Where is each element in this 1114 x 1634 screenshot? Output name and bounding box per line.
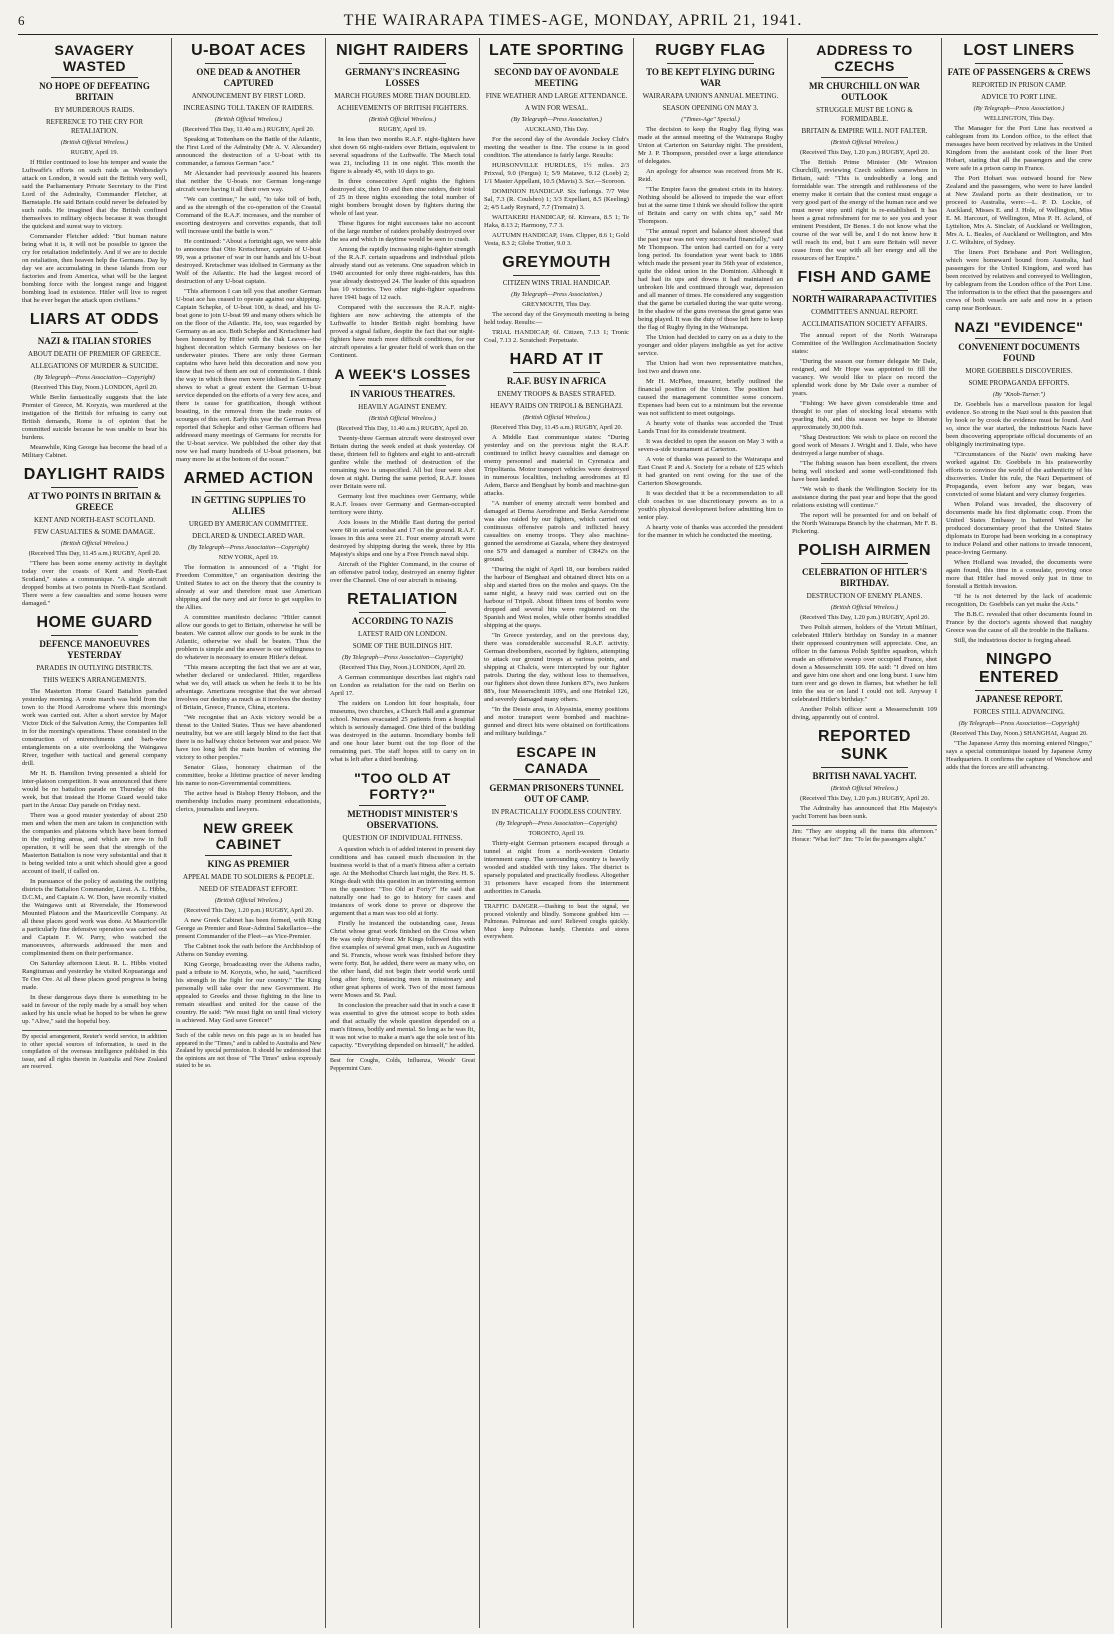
article-subhead: CITIZEN WINS TRIAL HANDICAP. bbox=[502, 279, 611, 287]
article-subhead: ABOUT DEATH OF PREMIER OF GREECE. bbox=[28, 350, 161, 358]
article-paragraph: In these dangerous days there is something to be said in favour of the reply made by a small boy when asked by his uncle what he hoped to be when he grew up. "Alive," said the hopeful boy. bbox=[22, 994, 167, 1025]
article-paragraph: Still, the industrious doctor is forging ahead. bbox=[954, 637, 1072, 644]
article-subhead: SOME PROPAGANDA EFFORTS. bbox=[968, 379, 1070, 387]
article-subhead: THIS WEEK'S ARRANGEMENTS. bbox=[42, 676, 147, 684]
article-dateline: (Received This Day, Noon.) SHANGHAI, August 20. bbox=[950, 730, 1088, 737]
article-subhead: MORE GOEBBELS DISCOVERIES. bbox=[965, 367, 1073, 375]
article-headline: U-BOAT ACES bbox=[191, 42, 306, 59]
article-paragraph: TRIAL HANDICAP, 6f. Citizen, 7.13 1; Tronic Coal, 7.13 2. Scratched: Perpetuate. bbox=[484, 329, 629, 344]
newspaper-title: THE WAIRARAPA TIMES-AGE, MONDAY, APRIL 21, 1941. bbox=[343, 12, 803, 29]
headline-rule bbox=[513, 372, 600, 373]
article-deck: DEFENCE MANOEUVRES YESTERDAY bbox=[39, 639, 150, 660]
article-credit: (British Official Wireless.) bbox=[830, 139, 899, 146]
article-subhead: SOME OF THE BUILDINGS HIT. bbox=[352, 642, 453, 650]
headline-rule bbox=[821, 563, 908, 564]
article-paragraph: Compared with the successes the R.A.F. night-fighters are now achieving the attempts of the Luftwaffe to hinder British night bombing have proved a signal failure, despite the fact that our night-fighters have much more difficult conditions, for our aircraft operates a far greater field of work than on the Continent. bbox=[330, 304, 475, 359]
article-paragraph: The Union had decided to carry on as a duty to the younger and older players ineligible as yet for active service. bbox=[638, 334, 783, 357]
article bbox=[484, 42, 629, 248]
article-paragraph: The raiders on London hit four hospitals, four museums, two churches, a Church Hall and a grammar school. Nurses evacuated 25 patients from a hospital which is seriously damaged. One third of the building was destroyed in the autumn. Incendiary bombs fell and one hour later burnt out the top floor of the remaining part. The staff hopes still to carry on in what is left after a third bombing. bbox=[330, 700, 475, 763]
article-paragraph: "This means accepting the fact that we are at war, whether declared or undeclared. Hitler, regardless what we do, will attack us when he feels it to be his advantage. Americans recognise that the war abroad involves our destiny as much as it involves the destiny of Britain, Greece, France, China, etcetera. bbox=[176, 664, 321, 711]
headline-rule bbox=[51, 635, 138, 636]
column-4 bbox=[480, 38, 634, 1628]
headline-rule bbox=[821, 767, 908, 768]
article-paragraph: The annual report of the North Wairarapa Committee of the Wellington Acclimatisation Society states: bbox=[792, 332, 937, 355]
article-dateline: RUGBY, April 19. bbox=[70, 149, 119, 156]
article-dateline: (Received This Day, 11.40 a.m.) RUGBY, April 20. bbox=[182, 126, 315, 133]
article-deck: IN GETTING SUPPLIES TO ALLIES bbox=[191, 495, 306, 516]
article-credit: (British Official Wireless.) bbox=[60, 139, 129, 146]
column-footnote: TRAFFIC DANGER.—Dashing to beat the signal, we proceed violently and blindly. Someone grabbed him — Pulmonas. Pulmonas and sure! Relieved coughs quickly. Must keep Pulmonas handy. Chemists and stores everywhere. bbox=[484, 900, 629, 942]
article-credit: (By Telegraph—Press Association—Copyright) bbox=[34, 374, 155, 381]
article-paragraph: A Middle East communique states: "During yesterday and on the previous night the R.A.F. continued to inflict heavy casualties and damage on enemy personnel and material in Cyrenaica and Tripolitania. Motor transport vehicles were destroyed in numerous localities, including aerodromes at El Adem, Barce and Benghazi by bomb and machine-gun attacks. bbox=[484, 434, 629, 497]
column-footnote: By special arrangement, Reuter's world service, in addition to other special sources of information, is used in the compilation of the overseas intelligence published in this issue, and all rights therein in Australia and New Zealand are reserved. bbox=[22, 1030, 167, 1072]
article-credit: (By Telegraph—Press Association—Copyright) bbox=[188, 544, 309, 551]
article-subhead: QUESTION OF INDIVIDUAL FITNESS. bbox=[342, 834, 463, 842]
column-footnote: Such of the cable news on this page as is so headed has appeared in the "Times," and is cabled to Australia and New Zealand by special permission. It should be understood that the opinions are not those of "The Times" unless expressly stated to be so. bbox=[176, 1029, 321, 1071]
article bbox=[792, 542, 937, 722]
article-headline: SAVAGERY WASTED bbox=[54, 42, 135, 74]
article-paragraph: The British Prime Minister (Mr Winston Churchill), reviewing Czech soldiers somewhere in Britain, said: "This is undoubtedly a long and formidable war. The strength and ruthlessness of the enemy make it certain that the contest must engage a very good part of the energy of the human race and we must never stop until right is re-established. It has been a great refreshment for me to see you and your eminent President, Dr Benes. I do not know what the course of the war will be, and I do not know how it will reach its end, but I am sure Britain will never cease from the war with all her energy and all the resources of her Empire." bbox=[792, 159, 937, 262]
article-subhead: REFERENCE TO THE CRY FOR RETALIATION. bbox=[46, 118, 143, 135]
article-paragraph: The Union had won two representative matches, lost two and drawn one. bbox=[638, 360, 783, 375]
article-subhead: BRITAIN & EMPIRE WILL NOT FALTER. bbox=[801, 127, 928, 135]
headline-rule bbox=[975, 338, 1063, 339]
article-paragraph: The liners Port Brisbane and Port Wellington, which were homeward bound from Australia, had passengers for the United Kingdom, and word has been received by relatives and conveyed to Wellington, by cablegram from the London office of the Port Line. The information is to the effect that the passengers and crews of both vessels are safe and now in a prison camp near Bordeaux. bbox=[946, 249, 1092, 312]
article-headline: ADDRESS TO CZECHS bbox=[816, 42, 913, 74]
article-paragraph: Aircraft of the Fighter Command, in the course of an offensive patrol today, destroyed an enemy fighter over the Channel. One of our aircraft is missing. bbox=[330, 561, 475, 584]
headline-rule bbox=[821, 77, 908, 78]
article-dateline: (Received This Day, 11.45 a.m.) RUGBY, April 20. bbox=[28, 550, 161, 557]
article-paragraph: "During the season our former delegate Mr Dale, resigned, and Mr Hope was appointed to fill the vacancy. We would like to place on record the splendid work done by Mr Dale over a number of years. bbox=[792, 358, 937, 397]
article-paragraph: "We recognise that an Axis victory would be a threat to the United States. Thus we have abandoned neutrality, but we are still largely blind to the fact that there is no halfway choice between war and peace. We have too long left the main burden of winning the victory to other peoples." bbox=[176, 714, 321, 761]
article-subhead: APPEAL MADE TO SOLDIERS & PEOPLE. bbox=[183, 873, 314, 881]
headline-rule bbox=[975, 690, 1063, 691]
article-paragraph: "Shag Destruction: We wish to place on record the good work of Messrs J. Wright and I. Dale, who have destroyed a large number of shags. bbox=[792, 434, 937, 457]
article-paragraph: In three consecutive April nights the fighters destroyed six, then 10 and then nine raiders, their total of 25 in three nights exceeding the total number of night bombers brought down by fighters during the whole of last year. bbox=[330, 178, 475, 217]
article bbox=[330, 42, 475, 360]
article-subhead: FORCES STILL ADVANCING. bbox=[973, 708, 1065, 716]
article-deck: FATE OF PASSENGERS & CREWS bbox=[947, 67, 1091, 77]
article bbox=[330, 366, 475, 585]
headline-rule bbox=[975, 63, 1063, 64]
article-dateline: (Received This Day, 11.40 a.m.) RUGBY, April 20. bbox=[336, 425, 469, 432]
article-dateline: (Received This Day, 1.20 p.m.) RUGBY, April 20. bbox=[799, 149, 930, 156]
article bbox=[22, 42, 167, 305]
article bbox=[22, 466, 167, 608]
article-paragraph: WAITAKERI HANDICAP, 6f. Kinvara, 8.5 1; Te Haka, 8.13 2; Harmony, 7.7 3. bbox=[484, 214, 629, 229]
article-subhead: BY MURDEROUS RAIDS. bbox=[54, 106, 135, 114]
article-paragraph: HURSONVILLE HURDLES, 1½ miles. 2/3 Prixval, 9.0 (Fergus) 1; 5/9 Matawe, 9.12 (Loeb) 2; 1/1 Master Appellant, 10.5 (Mavis) 3. Scr.—Scoroon. bbox=[484, 162, 629, 185]
article-paragraph: Axis losses in the Middle East during the period were 68 in aerial combat and 17 on the ground. R.A.F. losses in this area were 21. Four enemy aircraft were destroyed by shipping during the week, three by His Majesty's ships and one by a Free French naval ship. bbox=[330, 519, 475, 558]
article-paragraph: Senator Glass, honorary chairman of the committee, broke a lifetime practice of never lending his name to non-Governmental committees. bbox=[176, 764, 321, 787]
article-paragraph: "This afternoon I can tell you that another German U-boat ace has ceased to operate against our shipping. Captain Schepke, of U-boat 100, is dead, and his U-boat gone to join U-boat 99 and many others which lie on the floor of the Atlantic. He, too, was regarded by Germany as an ace. Both Schepke and Kretschmer had been honoured by Hitler with the Oak Leaves—the highest decoration which Germany bestows on her underwater pirates. There are only three German captains who have held this decoration and now you know that two of them are out of commission. I think the way in which these men were idolised in Germany shows to what a great extent the German U-boat service depended on the efforts of a very few aces, and there is cause for gratification, though without boasting, in the removal from the trade routes of scourges of this sort. Early this year the German Press reported that Schepke and other German officers had addressed many meetings of Germans for recruits for the U-boat service. We published the other day that now we had many hundreds of U-boat prisoners, but many more lie at the bottom of the ocean." bbox=[176, 288, 321, 463]
article-subhead: DECLARED & UNDECLARED WAR. bbox=[192, 532, 305, 540]
article-headline: HARD AT IT bbox=[509, 351, 604, 368]
article-paragraph: There was a good muster yesterday of about 250 men and when the men are taken in conjunction with the companies and platoons which have been formed in the outlying areas, and which are now in full operation, it will be seen that the strength of the Masterton Battalion is now very substantial and that it is being welded into a unit which should give a good account of itself, if called on. bbox=[22, 812, 167, 875]
article-deck: ONE DEAD & ANOTHER CAPTURED bbox=[196, 67, 301, 88]
article-subhead: HEAVY RAIDS ON TRIPOLI & BENGHAZI. bbox=[490, 402, 623, 410]
article-paragraph: A vote of thanks was passed to the Wairarapa and East Coast P. and A. Society for a rebate of £25 which it had granted on rent owing for the use of the Carterton Showgrounds. bbox=[638, 456, 783, 487]
article-deck: IN VARIOUS THEATRES. bbox=[349, 389, 456, 399]
article-dateline: (Received This Day, 1.20 p.m.) RUGBY, April 20. bbox=[183, 907, 314, 914]
article-headline: ESCAPE IN CANADA bbox=[516, 744, 597, 776]
article-paragraph: The B.B.C. revealed that other documents found in France by the doctor's agents showed that naughty Greece was the cause of all the trouble in the Balkans. bbox=[946, 611, 1092, 634]
article-subhead: URGED BY AMERICAN COMMITTEE. bbox=[188, 520, 309, 528]
article-paragraph: While Berlin fantastically suggests that the late Premier of Greece, M. Koryzis, was murdered at the instigation of the British for refusing to carry out British demands, Rome is of opinion that he committed suicide because he was unable to bear his burdens. bbox=[22, 394, 167, 441]
article-paragraph: Commander Fletcher added: "But human nature being what it is, it will not be possible to ignore the cry for retaliation indefinitely. And if we are to decide on retaliation, then heaven help the Germans. Day by day we are accumulating in these islands from our factories and from America, what will be the largest bombing force with the longest range and biggest bombing load in existence. Hitler will live to regret that he ever began the attack upon civilians." bbox=[22, 233, 167, 304]
article-credit: (British Official Wireless.) bbox=[214, 116, 283, 123]
headline-rule bbox=[51, 77, 138, 78]
headline-rule bbox=[359, 612, 446, 613]
headline-rule bbox=[359, 63, 446, 64]
article-paragraph: King George, broadcasting over the Athens radio, paid a tribute to M. Koryzis, who, he said, "sacrificed his strength in the fight for our country." The King personally will take over the new Government. He appealed to Greeks and those fighting in the line to remain steadfast and united for the cause of the country. He said: "We must fight on until final victory is achieved. May God save Greece!" bbox=[176, 961, 321, 1024]
article-paragraph: Dr. Goebbels has a marvellous passion for legal evidence. So strong in the Nazi soul is this passion that by hook or by crook the evidence must be found. And so, since the war started, the industrious Nazis have been discovering appropriate official documents of an obligingly incriminating type. bbox=[946, 401, 1092, 448]
article-subhead: WAIRARAPA UNION'S ANNUAL MEETING. bbox=[642, 92, 779, 100]
article-paragraph: In less than two months R.A.F. night-fighters have shot down 66 night-raiders over Britain, equivalent to several squadrons of the Luftwaffe. The March total was 21, including 11 in one night. This month the figure is already 45, with 10 days to go. bbox=[330, 136, 475, 175]
article-headline: NIGHT RAIDERS bbox=[336, 42, 469, 59]
article-deck: TO BE KEPT FLYING DURING WAR bbox=[646, 67, 775, 88]
article-headline: RUGBY FLAG bbox=[655, 42, 766, 59]
article-paragraph: In pursuance of the policy of assisting the outlying districts the Battalion Commander, Lieut. A. L. Hibbs, D.C.M., and Captain A. W. Don, have recently visited the Waingawa unit at Riversdale, the Homewood Mounted Platoon and the Mauriceville Company. At all these places good work was done. At Mauriceville a particularly fine defensive operation was carried out and Captain F. W. Parry, who watched the manoeuvres, afterwards addressed the men and complimented them on their performance. bbox=[22, 878, 167, 957]
article-credit: (British Official Wireless.) bbox=[60, 540, 129, 547]
article-paragraph: "During the night of April 18, our bombers raided the harbour of Benghazi and obtained direct hits on a ship and started fires on the moles and quays. On the same night, a heavy raid was carried out on the harbour of Tripoli. About fifteen tons of bombs were dropped and several hits were registered on the Spanish and West moles, while other bombs straddled shipping at the quays. bbox=[484, 566, 629, 629]
article-paragraph: A hearty vote of thanks was accorded the Trust Lands Trust for its considerate treatment. bbox=[638, 420, 783, 435]
article-paragraph: The Cabinet took the oath before the Archbishop of Athens on Sunday evening. bbox=[176, 943, 321, 958]
article-paragraph: When Poland was invaded, the discovery of documents made his first diplomatic coup. From the United States Embassy in battered Warsaw he produced documentary proof that the United States diplomats in Europe had been working in a conspiracy to induce Poland and other nations to invade innocent, peace-loving Germany. bbox=[946, 501, 1092, 556]
article bbox=[330, 770, 475, 1073]
article-paragraph: "The fishing season has been excellent, the rivers being well stocked and some well-conditioned fish have been landed. bbox=[792, 460, 937, 483]
article-paragraph: Firstly he instanced the outstanding case, Jesus Christ whose great work finished on the Cross when He was only thirty-four. Mr Kings followed this with five examples of several great men, such as Augustine and St. Francis, whose work was finished before they were forty. But, he added, there were as many who, on the other hand, did not begin their world work until long after forty, instancing men in missionary and other great spheres of work. Two of the most famous were Moses and St. Paul. bbox=[330, 920, 475, 999]
article-deck: GERMANY'S INCREASING LOSSES bbox=[345, 67, 460, 88]
article-credit: (British Official Wireless.) bbox=[830, 604, 899, 611]
article-paragraph: A hearty vote of thanks was accorded the president for the manner in which he conducted the meeting. bbox=[638, 524, 783, 539]
article-paragraph: "The Empire faces the greatest crisis in its history. Nothing should be allowed to impede the war effort but at the same time I think we should follow the spirit of Britain and carry on with chins up," said Mr Thompson. bbox=[638, 186, 783, 225]
article-subhead: LATEST RAID ON LONDON. bbox=[358, 630, 447, 638]
headline-rule bbox=[667, 63, 754, 64]
article-paragraph: The Port Hobart was outward bound for New Zealand and the passengers, who were to have landed at New Zealand ports as their destination, or to proceed to Australia, were:—L. P. D. Lockie, of Auckland, Misses E. and J. Hole, of Wellington, Miss E. M. Harcourt, of Wellington, Miss P. H. Acland, of Lyttelton, Mrs A. Sinclair, of Auckland or Wellington, Mrs A. L. Beales, of Auckland or Wellington, and Mrs J. C. Wiltshire, of Sydney. bbox=[946, 175, 1092, 246]
article-paragraph: Twenty-three German aircraft were destroyed over Britain during the week ended at dusk yesterday. Of these, thirteen fell to fighters and eight to anti-aircraft gunfire while the method of destruction of the remaining two is unspecified. All but four were shot down at night. During the same period, R.A.F. losses over Britain were nil. bbox=[330, 435, 475, 490]
headline-rule bbox=[513, 779, 600, 780]
article-deck: BRITISH NAVAL YACHT. bbox=[812, 771, 917, 781]
article-paragraph: "The annual report and balance sheet showed that the past year was not very successful financially," said Mr Thompson. The union had carried on for a very long period. Its foundation year went back to 1886 which made the present year its 56th year of existence, quite the oldest union in the Dominion. Although it had had its ups and downs it had maintained an unbroken life and continued through war, depression and all manner of times. He considered any suggestion that the game be curtailed during the war quite wrong. In the shadow of the guns overseas the great game was being played. It was the duty of those left here to keep the flag of Rugby flying in the Wairarapa. bbox=[638, 228, 783, 331]
article-subhead: PARADES IN OUTLYING DISTRICTS. bbox=[36, 664, 153, 672]
article-deck: NO HOPE OF DEFEATING BRITAIN bbox=[39, 81, 150, 102]
headline-rule bbox=[513, 275, 600, 276]
article-paragraph: The formation is announced of a "Fight for Freedom Committee," an organisation desiring the United States to act on the theory that the country is already at war and therefore must use American shipping and the navy and air force to get supplies to the Allies. bbox=[176, 564, 321, 611]
article-subhead: DESTRUCTION OF ENEMY PLANES. bbox=[806, 592, 923, 600]
article-credit: ("Times-Age" Special.) bbox=[681, 116, 740, 123]
article-paragraph: The report will be presented for and on behalf of the North Wairarapa Branch by the chairman, Mr F. B. Pickering. bbox=[792, 512, 937, 535]
article-subhead: SEASON OPENING ON MAY 3. bbox=[662, 104, 759, 112]
column-footnote: Jim: "They are stopping all the trams this afternoon." Horace: "What for?" Jim: "To let the passengers alight." bbox=[792, 825, 937, 844]
article-deck: MR CHURCHILL ON WAR OUTLOOK bbox=[808, 81, 921, 102]
article-deck: CONVENIENT DOCUMENTS FOUND bbox=[958, 342, 1080, 363]
article-paragraph: Two Polish airmen, holders of the Virtuti Militari, celebrated Hitler's birthday on Sunday in a manner their oppressed countrymen will appreciate. One, an officer in the famous Polish Spitfire squadron, which made an offensive sweep over occupied France, shot down a Messerschmitt 109. He said: "I dived on him and gave him one short and one long burst. I saw him turn over and go down in flames, but whether he fell into the sea or on land I could not tell. Anyway I celebrated Hitler's birthday." bbox=[792, 624, 937, 703]
article-dateline: (Received This Day, 1.20 p.m.) RUGBY, April 20. bbox=[799, 614, 930, 621]
article-deck: KING AS PREMIER bbox=[207, 859, 290, 869]
article-subhead: COMMITTEE'S ANNUAL REPORT. bbox=[811, 308, 918, 316]
article-paragraph: The Admiralty has announced that His Majesty's yacht Torrent has been sunk. bbox=[792, 805, 937, 820]
article-paragraph: Among the rapidly increasing night-fighter strength of the R.A.F. certain squadrons and individual pilots already stand out as veterans. One squadron which in 1940 accounted for only three night-raiders, has this year already destroyed 24. The leader of this squadron has 10 victories. Two other night-fighter squadrons have 1941 bags of 12 each. bbox=[330, 246, 475, 301]
article-paragraph: On Saturday afternoon Lieut. R. L. Hibbs visited Rangitumau and yesterday he visited Kopuaranga and Te Ore Ore. At all these places good progress is being made. bbox=[22, 960, 167, 991]
article-paragraph: A German communique describes last night's raid on London as retaliation for the raid on Berlin on April 17. bbox=[330, 674, 475, 697]
article bbox=[176, 820, 321, 1071]
article-credit: (By Telegraph—Press Association.) bbox=[511, 291, 602, 298]
article-paragraph: Meanwhile, King George has become the head of a Military Cabinet. bbox=[22, 444, 167, 459]
article-subhead: ANNOUNCEMENT BY FIRST LORD. bbox=[191, 92, 306, 100]
article-paragraph: The Masterton Home Guard Battalion paraded yesterday morning. A route march was held from the town to the Hood Aerodrome where this morning's work was carried out. After a short service by Major Victor Dick of the Salvation Army, the Companies fell in for the morning's operations. These consisted in the construction of entrenchments and barb-wire entanglements on a site overlooking the Waingawa River, together with tactical and general company drill. bbox=[22, 688, 167, 767]
article-headline: LIARS AT ODDS bbox=[29, 311, 160, 328]
article-paragraph: A new Greek Cabinet has been formed, with King George as Premier and Rear-Admiral Sakellarios—the present Commander of the Fleet—as Vice-Premier. bbox=[176, 917, 321, 940]
article bbox=[22, 311, 167, 460]
article-dateline: RUGBY, April 19. bbox=[378, 126, 427, 133]
headline-rule bbox=[51, 487, 138, 488]
article-deck: CELEBRATION OF HITLER'S BIRTHDAY. bbox=[801, 567, 928, 588]
article-deck: JAPANESE REPORT. bbox=[975, 694, 1063, 704]
article-headline: A WEEK'S LOSSES bbox=[334, 366, 471, 382]
article-headline: DAYLIGHT RAIDS bbox=[23, 466, 166, 483]
column-footnote: Best for Coughs, Colds, Influenza, Woods' Great Peppermint Cure. bbox=[330, 1054, 475, 1073]
article bbox=[946, 42, 1092, 313]
headline-rule bbox=[513, 63, 600, 64]
article-subhead: ACHIEVEMENTS OF BRITISH FIGHTERS. bbox=[336, 104, 469, 112]
article-paragraph: "If he is not deterred by the lack of academic recognition, Dr. Goebbels can yet make the Axis." bbox=[946, 593, 1092, 608]
article bbox=[176, 42, 321, 464]
article-paragraph: "Fishing: We have given considerable time and thought to our plan of stocking local streams with yearling fish, and this season we hope to liberate approximately 30,000 fish. bbox=[792, 400, 937, 431]
column-3 bbox=[326, 38, 480, 1628]
masthead bbox=[18, 8, 1098, 35]
article-dateline: WELLINGTON, This Day. bbox=[984, 115, 1054, 122]
article-paragraph: Mr Alexander had previously assured his hearers that neither the U-boats nor German long-range aircraft were having it all their own way. bbox=[176, 170, 321, 193]
article-headline: REPORTED SUNK bbox=[818, 728, 911, 763]
article-dateline: AUCKLAND, This Day. bbox=[524, 126, 589, 133]
article-credit: (British Official Wireless.) bbox=[830, 785, 899, 792]
column-5 bbox=[634, 38, 788, 1628]
article-headline: HOME GUARD bbox=[36, 614, 153, 631]
article-headline: RETALIATION bbox=[347, 591, 458, 608]
headline-rule bbox=[205, 491, 292, 492]
article-subhead: STRUGGLE MUST BE LONG & FORMIDABLE. bbox=[816, 106, 913, 123]
article-credit: (By "Knob-Turner.") bbox=[992, 391, 1046, 398]
column-6 bbox=[788, 38, 942, 1628]
article bbox=[946, 319, 1092, 645]
article-headline: LOST LINERS bbox=[963, 42, 1075, 59]
article-paragraph: "Circumstances of the Nazis' own making have worked against Dr. Goebbels in his praiseworthy efforts to convince the world of the authenticity of his discoveries. Under his rule, the Nazi Department of Propaganda, even before any war began, was convicted of some blatant and very clumsy forgeries. bbox=[946, 451, 1092, 498]
article-paragraph: "In Greece yesterday, and on the previous day, there was considerable successful R.A.F. activity. German divebombers, escorted by fighters, attempting to attack our ground troops at various points, and shipping at Chalcis, were intercepted by our fighter patrols. During the day, without loss to themselves, our fighters shot down three Junkers 87's, two Junkers 88's, four Messerschmitt 109's, and one Heinkel 126, and severely damaged many others. bbox=[484, 632, 629, 703]
article-headline: ARMED ACTION bbox=[183, 470, 314, 487]
article-paragraph: "A number of enemy aircraft were bombed and damaged at Derna Aerodrome and Berka Aerodrome was also raided by our fighters, which carried out continuous offensive patrols and inflicted heavy casualties on enemy troops. They also machine-gunned the aerodrome at Gazala, where they destroyed one S79 and damaged a number of CR42's on the ground. bbox=[484, 500, 629, 563]
article-deck: AT TWO POINTS IN BRITAIN & GREECE bbox=[27, 491, 162, 512]
article-subhead: ALLEGATIONS OF MURDER & SUICIDE. bbox=[30, 362, 159, 370]
article-subhead: FINE WEATHER AND LARGE ATTENDANCE. bbox=[485, 92, 628, 100]
article-deck: SECOND DAY OF AVONDALE MEETING bbox=[494, 67, 619, 88]
article-deck: R.A.F. BUSY IN AFRICA bbox=[506, 376, 607, 386]
article-paragraph: The Manager for the Port Line has received a cablegram from its London office, to the effect that messages have been received by relatives in the United Kingdom from the assistant cook of the liner Port Hobart, stating that all the passengers and the crew were safe in a prison camp in France. bbox=[946, 125, 1092, 172]
article-paragraph: A committee manifesto declares: "Hitler cannot allow our goods to get to Britain, otherwise he will be beaten. We cannot allow our goods to be sunk in the Atlantic, otherwise we shall be beaten. Thus the problem is simple and the answer is our willingness to do whatever is necessary to ensure Hitler's defeat. bbox=[176, 614, 321, 661]
article-paragraph: The active head is Bishop Henry Hobson, and the membership includes many prominent educationists, clerics, journalists and lawyers. bbox=[176, 790, 321, 813]
article-subhead: MARCH FIGURES MORE THAN DOUBLED. bbox=[334, 92, 471, 100]
article bbox=[484, 351, 629, 738]
article-subhead: REPORTED IN PRISON CAMP. bbox=[971, 81, 1067, 89]
article-paragraph: A question which is of added interest in present day conditions and has caused much discussion in the business world is that of a man's fitness after a certain age. At the Methodist Church last night, the Rev. H. S. Kings dealt with this question in an interesting sermon on the question: "Too Old at Forty?" He said that naturally one had to go to history for cases and instances of work done to prove or disprove the argument that a man was too old at forty. bbox=[330, 846, 475, 917]
article-headline: NAZI "EVIDENCE" bbox=[954, 319, 1084, 335]
page-number: 6 bbox=[18, 13, 25, 28]
article-paragraph: If Hitler continued to lose his temper and waste the Luftwaffe's efforts on such raids as Wednesday's attack on London, it would suit the British very well, said the Parliamentary Private Secretary to the First Lord of the Admiralty, Commander Fletcher, at Barnstaple. He said Britain could never be defeated by such raids. He imagined that the British confined themselves to military objects because it was thought the quickest and surest way to victory. bbox=[22, 159, 167, 230]
article-paragraph: DOMINION HANDICAP. Six furlongs. 7/7 Wee Sal, 7.3 (R. Coulsbro) 1; 3/3 Expellant, 8.5 (Keeling) 2; 4/5 Lady Reynard, 7.7 (Tremain) 3. bbox=[484, 188, 629, 211]
article-paragraph: Thirty-eight German prisoners escaped through a tunnel at night from a north-western Ontario internment camp. The surrounding country is heavily wooded and studded with tiny lakes. The district is sparsely populated and practically foodless. Altogether 31 prisoners have escaped from the internment authorities in Canada. bbox=[484, 840, 629, 895]
article bbox=[792, 42, 937, 263]
article-paragraph: Another Polish officer sent a Messerschmitt 109 diving, apparently out of control. bbox=[792, 706, 937, 721]
article-dateline: (Received This Day, 11.45 a.m.) RUGBY, April 20. bbox=[490, 424, 623, 431]
article-paragraph: "In the Dessie area, in Abyssinia, enemy positions and motor transport were bombed and machine-gunned and direct hits were obtained on fortifications and military buildings." bbox=[484, 706, 629, 737]
article-subhead: INCREASING TOLL TAKEN OF RAIDERS. bbox=[183, 104, 314, 112]
article-paragraph: "We can continue," he said, "to take toll of both, and as the strength of the co-operation of the Coastal Command of the R.A.F. increases, and the number of escorting destroyers and corvettes expands, that toll will increase until the battle is won." bbox=[176, 196, 321, 235]
article-deck: METHODIST MINISTER'S OBSERVATIONS. bbox=[347, 809, 458, 830]
article-credit: (British Official Wireless.) bbox=[368, 116, 437, 123]
article-headline: "TOO OLD AT FORTY?" bbox=[354, 770, 451, 802]
article-headline: FISH AND GAME bbox=[797, 269, 932, 286]
article-paragraph: "There has been some enemy activity in daylight today over the coasts of Kent and North-East Scotland," states a communique. "A single aircraft dropped bombs at two points in North-East Scotland. There were a few casualties and some houses were damaged." bbox=[22, 560, 167, 607]
article-headline: GREYMOUTH bbox=[502, 254, 611, 271]
headline-rule bbox=[821, 290, 908, 291]
article-paragraph: Mr H. McPhee, treasurer, briefly outlined the financial position of the Union. The position had caused the management committee some concern. Expenses had been cut to a minimum but the revenue was not sufficient to meet outgoings. bbox=[638, 378, 783, 417]
article-dateline: (Received This Day, Noon.) LONDON, April 20. bbox=[339, 664, 466, 671]
article-subhead: NEED OF STEADFAST EFFORT. bbox=[199, 885, 298, 893]
article-subhead: ADVICE TO PORT LINE. bbox=[981, 93, 1057, 101]
article bbox=[946, 651, 1092, 772]
article-dateline: TORONTO, April 19. bbox=[528, 830, 585, 837]
article-paragraph: "We wish to thank the Wellington Society for its assistance during the past year and hope that the good relations existing will continue." bbox=[792, 486, 937, 509]
article-subhead: KENT AND NORTH-EAST SCOTLAND. bbox=[33, 516, 156, 524]
article bbox=[176, 470, 321, 814]
article-subhead: FEW CASUALTIES & SOME DAMAGE. bbox=[33, 528, 156, 536]
article-dateline: (Received This Day, 1.20 p.m.) RUGBY, April 20. bbox=[799, 795, 930, 802]
article bbox=[330, 591, 475, 764]
article-paragraph: It was decided to open the season on May 3 with a seven-a-side tournament at Carterton. bbox=[638, 438, 783, 453]
article-paragraph: Germany lost five machines over Germany, while R.A.F. losses over Germany and German-occupied territory were thirty. bbox=[330, 493, 475, 516]
article bbox=[792, 269, 937, 536]
column-2 bbox=[172, 38, 326, 1628]
article-paragraph: In conclusion the preacher said that in such a case it was essential to give the utmost scope to both sides and that actually the whole question depended on a man's fitness, bodily and mental. So long as he was fit, it was not wise to make a man's age the sole test of his capacity. "Everything depended on himself," he added. bbox=[330, 1002, 475, 1049]
article-headline: LATE SPORTING bbox=[488, 42, 625, 59]
article-subhead: IN PRACTICALLY FOODLESS COUNTRY. bbox=[491, 808, 622, 816]
article-credit: (British Official Wireless.) bbox=[368, 415, 437, 422]
article-credit: (By Telegraph—Press Association—Copyright) bbox=[342, 654, 463, 661]
article-deck: NORTH WAIRARAPA ACTIVITIES bbox=[792, 294, 937, 304]
headline-rule bbox=[51, 332, 138, 333]
article-paragraph: It was decided that it be a recommendation to all club coaches to use discretionary powers as to a youth's physical development before admitting him to senior play. bbox=[638, 490, 783, 521]
article-dateline: (Received This Day, Noon.) LONDON, April 20. bbox=[31, 384, 158, 391]
article-paragraph: The second day of the Greymouth meeting is being held today. Results:— bbox=[484, 311, 629, 326]
article-deck: GERMAN PRISONERS TUNNEL OUT OF CAMP. bbox=[489, 783, 624, 804]
article-paragraph: These figures for night successes take no account of the large number of raiders probably destroyed over the sea and which in daytime would be seen to crash. bbox=[330, 220, 475, 243]
headline-rule bbox=[205, 855, 292, 856]
article-subhead: ACCLIMATISATION SOCIETY AFFAIRS. bbox=[801, 320, 928, 328]
article-headline: NINGPO ENTERED bbox=[979, 651, 1059, 686]
article bbox=[484, 254, 629, 345]
article-deck: ACCORDING TO NAZIS bbox=[351, 616, 454, 626]
article bbox=[638, 42, 783, 540]
article bbox=[484, 744, 629, 942]
article-paragraph: The decision to keep the Rugby flag flying was made at the annual meeting of the Wairarapa Rugby Union at Carterton on Saturday night. The president, Mr J. P. Thompson, presided over a large attendance of delegates. bbox=[638, 126, 783, 165]
article-paragraph: He continued: "About a fortnight ago, we were able to announce that Otto Kretschmer, captain of U-boat 99, was a prisoner of war in our hands and his U-boat destroyed. Kretschmer was idolised in Germany as the Wolf of the Atlantic. He had the largest record of destruction of any U-boat captain. bbox=[176, 238, 321, 285]
column-1 bbox=[18, 38, 172, 1628]
article-subhead: HEAVILY AGAINST ENEMY. bbox=[358, 403, 447, 411]
newspaper-columns bbox=[18, 38, 1098, 1628]
headline-rule bbox=[359, 385, 446, 386]
article bbox=[22, 614, 167, 1072]
article-credit: (British Official Wireless.) bbox=[522, 414, 591, 421]
article-paragraph: When Holland was invaded, the documents were again found, this time in a consulate, proving once more that Hitler had moved only just in time to forestall a British invasion. bbox=[946, 559, 1092, 590]
article-subhead: A WIN FOR WESAL. bbox=[524, 104, 589, 112]
article bbox=[792, 728, 937, 844]
headline-rule bbox=[359, 805, 446, 806]
article-headline: POLISH AIRMEN bbox=[797, 542, 932, 559]
article-deck: NAZI & ITALIAN STORIES bbox=[37, 336, 152, 346]
column-7 bbox=[942, 38, 1096, 1628]
article-headline: NEW GREEK CABINET bbox=[203, 820, 294, 852]
article-credit: (By Telegraph—Press Association.) bbox=[511, 116, 602, 123]
article-credit: (By Telegraph—Press Association—Copyright) bbox=[496, 820, 617, 827]
article-subhead: ENEMY TROOPS & BASES STRAFED. bbox=[497, 390, 616, 398]
article-paragraph: AUTUMN HANDICAP, 1⅛m. Clipper, 8.6 1; Gold Vesta, 8.3 2; Globe Trotter, 9.0 3. bbox=[484, 232, 629, 247]
article-paragraph: Mr H. B. Hamilton Irving presented a shield for inter-platoon competition. It was announced that there would be no battalion parade on Thursday of this week, but that instead the Home Guard would take part in the Anzac Day parade on Friday next. bbox=[22, 770, 167, 809]
article-credit: (British Official Wireless.) bbox=[214, 897, 283, 904]
article-credit: (By Telegraph—Press Association—Copyright) bbox=[958, 720, 1080, 727]
article-credit: (By Telegraph—Press Association.) bbox=[973, 105, 1065, 112]
article-paragraph: An apology for absence was received from Mr K. Reid. bbox=[638, 168, 783, 183]
article-paragraph: Speaking at Tottenham on the Battle of the Atlantic, the First Lord of the Admiralty (Mr A. V. Alexander) announced the destruction of a U-boat with its commander, a famous German "ace." bbox=[176, 136, 321, 167]
article-paragraph: "The Japanese Army this morning entered Ningpo," says a special communique issued by Japanese Army Headquarters. It confirms the capture of Wenchow and adds that the forces are still advancing. bbox=[946, 740, 1092, 771]
article-paragraph: For the second day of the Avondale Jockey Club's meeting the weather is fine. The course is in good condition. The attendance is fairly large. Results: bbox=[484, 136, 629, 159]
article-dateline: NEW YORK, April 19. bbox=[218, 554, 279, 561]
article-dateline: GREYMOUTH, This Day. bbox=[522, 301, 591, 308]
headline-rule bbox=[205, 63, 292, 64]
